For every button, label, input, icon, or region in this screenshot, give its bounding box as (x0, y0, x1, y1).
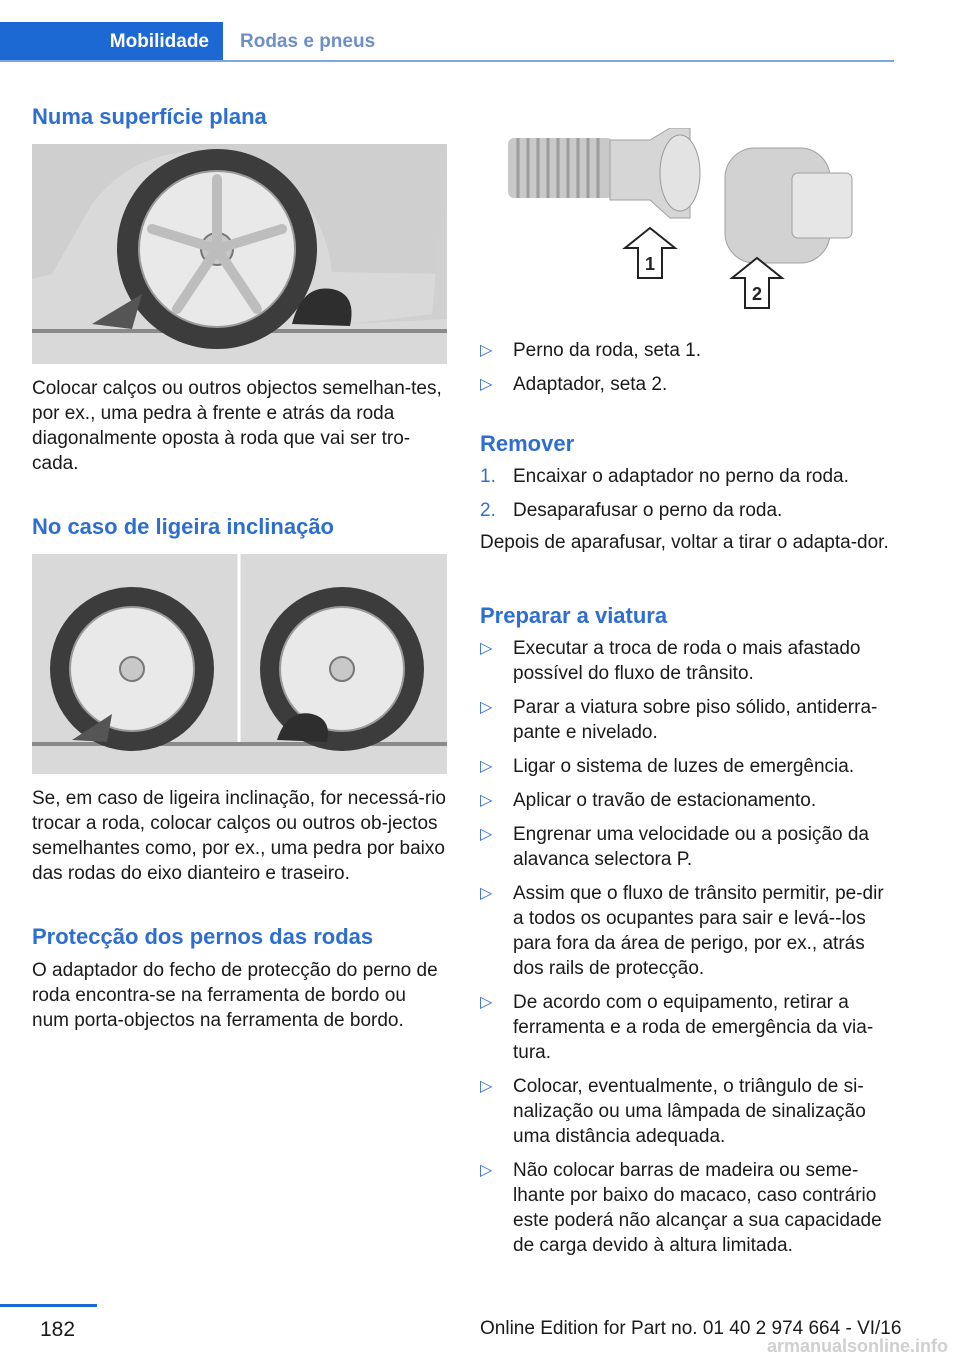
header-subsection-tab[interactable]: Rodas e pneus (240, 31, 376, 52)
triangle-bullet-icon: ▷ (480, 1078, 493, 1095)
list-item: ▷ Assim que o fluxo de trânsito permitir, pe-dir a todos os ocupantes para sair e levá--los para fora da área de perigo, por ex., atrás dos rails de protecção. (480, 883, 884, 979)
paragraph-lock-bolt: O adaptador do fecho de protecção do perno de roda encontra-se na ferramenta de bordo ou num porta-objectos na ferramenta de bordo. (32, 960, 438, 1031)
paragraph-after-screwing: Depois de aparafusar, voltar a tirar o adapta-dor. (480, 532, 889, 553)
remove-steps (480, 464, 895, 532)
list-item: ▷ Aplicar o travão de estacionamento. (480, 790, 817, 811)
list-item: ▷ Perno da roda, seta 1. (480, 340, 702, 361)
heading-flat-surface: Numa superfície plana (32, 104, 267, 129)
heading-prepare-vehicle: Preparar a viatura (480, 603, 668, 628)
triangle-bullet-icon: ▷ (480, 792, 493, 809)
header-section-tab[interactable]: Mobilidade (0, 22, 223, 62)
triangle-bullet-icon: ▷ (480, 376, 493, 393)
list-item: ▷ Parar a viatura sobre piso sólido, antiderra-pante e nivelado. (480, 697, 878, 743)
heading-slight-incline: No caso de ligeira inclinação (32, 514, 334, 539)
list-item: ▷ Engrenar uma velocidade ou a posição da alavanca selectora P. (480, 824, 869, 870)
triangle-bullet-icon: ▷ (480, 885, 493, 902)
page-number: 182 (40, 1318, 76, 1341)
prepare-list (480, 636, 895, 1267)
list-item: 2. Desaparafusar o perno da roda. (480, 500, 783, 521)
triangle-bullet-icon: ▷ (480, 640, 493, 657)
list-item: ▷ De acordo com o equipamento, retirar a ferramenta e a roda de emergência da via-tura. (480, 992, 874, 1063)
figure-wheel-chocks-flat (32, 144, 447, 364)
header-rule (0, 60, 894, 62)
triangle-bullet-icon: ▷ (480, 699, 493, 716)
watermark: armanualsonline.info (766, 1336, 948, 1356)
list-item: ▷ Adaptador, seta 2. (480, 374, 668, 395)
list-item: 1. Encaixar o adaptador no perno da roda. (480, 466, 849, 487)
figure-label-2: 2 (751, 284, 763, 304)
paragraph-flat-surface: Colocar calços ou outros objectos semelhan-tes, por ex., uma pedra à frente e atrás da roda diagonalmente oposta à roda que vai ser tro-cada. (32, 378, 442, 474)
figure-label-1: 1 (644, 254, 656, 274)
footer-rule (0, 1304, 97, 1307)
list-item: ▷ Não colocar barras de madeira ou seme-lhante por baixo do macaco, caso contrário este poderá não alcançar a sua capacidade de carga devido à altura limitada. (480, 1160, 882, 1256)
figure-lock-bolt-adapter (480, 128, 895, 323)
paragraph-slight-incline: Se, em caso de ligeira inclinação, for necessá-rio trocar a roda, colocar calços ou outros ob-jectos semelhantes como, por ex., uma pedra por baixo das rodas do eixo dianteiro e traseiro. (32, 788, 446, 884)
heading-remove: Remover (480, 431, 575, 456)
triangle-bullet-icon: ▷ (480, 1162, 493, 1179)
list-item: ▷ Colocar, eventualmente, o triângulo de si-nalização ou uma lâmpada de sinalização uma distância adequada. (480, 1076, 866, 1147)
triangle-bullet-icon: ▷ (480, 826, 493, 843)
triangle-bullet-icon: ▷ (480, 758, 493, 775)
list-item: ▷ Executar a troca de roda o mais afastado possível do fluxo de trânsito. (480, 638, 861, 684)
parts-list (480, 338, 895, 406)
triangle-bullet-icon: ▷ (480, 342, 493, 359)
list-item: ▷ Ligar o sistema de luzes de emergência. (480, 756, 855, 777)
edition-text: Online Edition for Part no. 01 40 2 974 664 - VI/16 (480, 1318, 902, 1339)
figure-wheel-chocks-incline (32, 554, 447, 774)
triangle-bullet-icon: ▷ (480, 994, 493, 1011)
heading-lock-bolt: Protecção dos pernos das rodas (32, 924, 374, 949)
